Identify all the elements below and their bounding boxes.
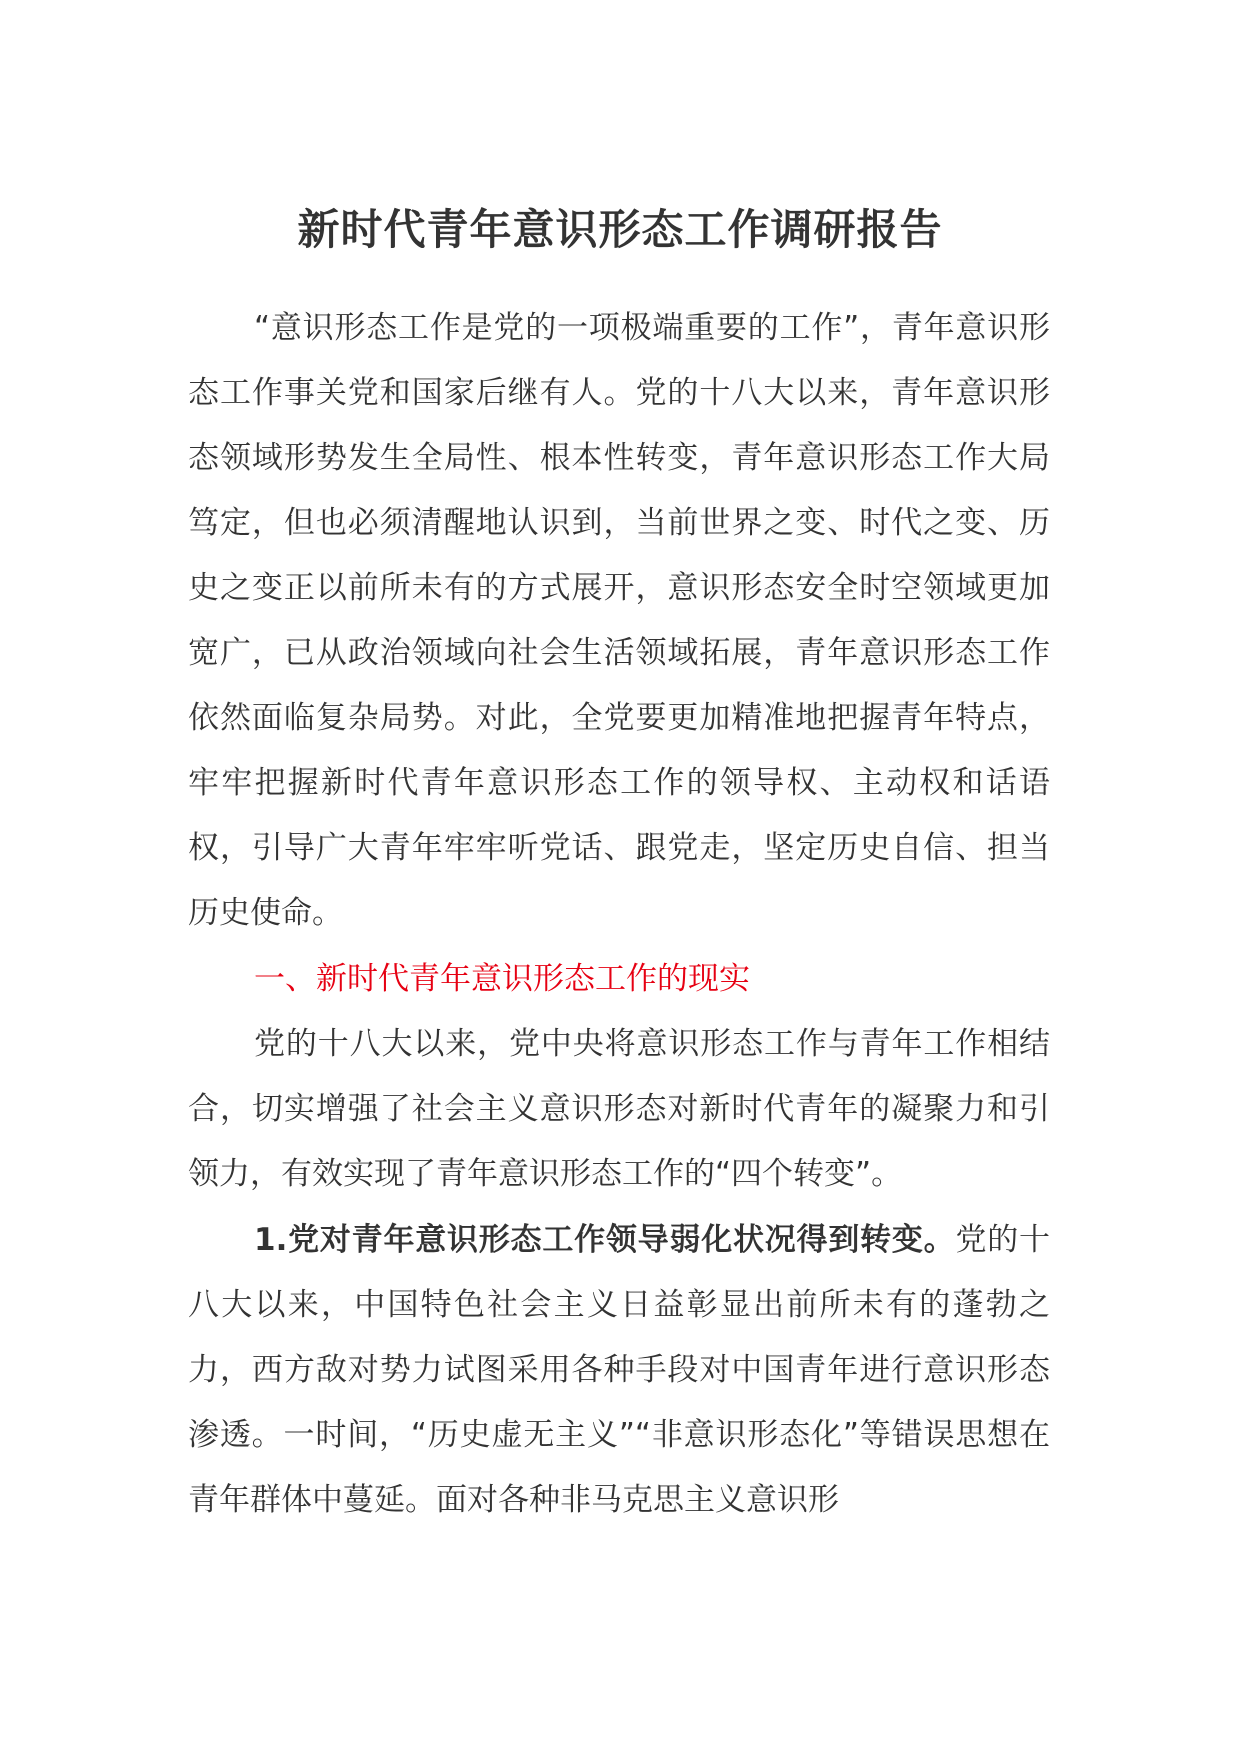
section1-paragraph: 党的十八大以来，党中央将意识形态工作与青年工作相结合，切实增强了社会主义意识形态对新时代青年的凝聚力和引领力，有效实现了青年意识形态工作的“四个转变”。 (188, 1026, 1050, 1192)
intro-paragraph: “意识形态工作是党的一项极端重要的工作”，青年意识形态工作事关党和国家后继有人。党的十八大以来，青年意识形态领域形势发生全局性、根本性转变，青年意识形态工作大局笃定，但也必须清醒地认识到，当前世界之变、时代之变、历史之变正以前所未有的方式展开，意识形态安全时空领域更加宽广，已从政治领域向社会生活领域拓展，青年意识形态工作依然面临复杂局势。对此，全党要更加精准地把握青年特点，牢牢把握新时代青年意识形态工作的领导权、主动权和话语权，引导广大青年牢牢听党话、跟党走，坚定历史自信、担当历史使命。 (188, 310, 1050, 931)
subsection-paragraph-1-text: 党的十八大以来，中国特色社会主义日益彰显出前所未有的蓬勃之力，西方敌对势力试图采用各种手段对中国青年进行意识形态渗透。一时间，“历史虚无主义”“非意识形态化”等错误思想在青年群体中蔓延。面对各种非马克思主义意识形 (188, 1222, 1050, 1518)
subsection-heading-1: 1.党对青年意识形态工作领导弱化状况得到转变。 (254, 1222, 956, 1258)
subsection-paragraph-1 (188, 1208, 1050, 1533)
document-title: 新时代青年意识形态工作调研报告 (297, 205, 943, 254)
section-heading-1: 一、新时代青年意识形态工作的现实 (254, 961, 750, 997)
